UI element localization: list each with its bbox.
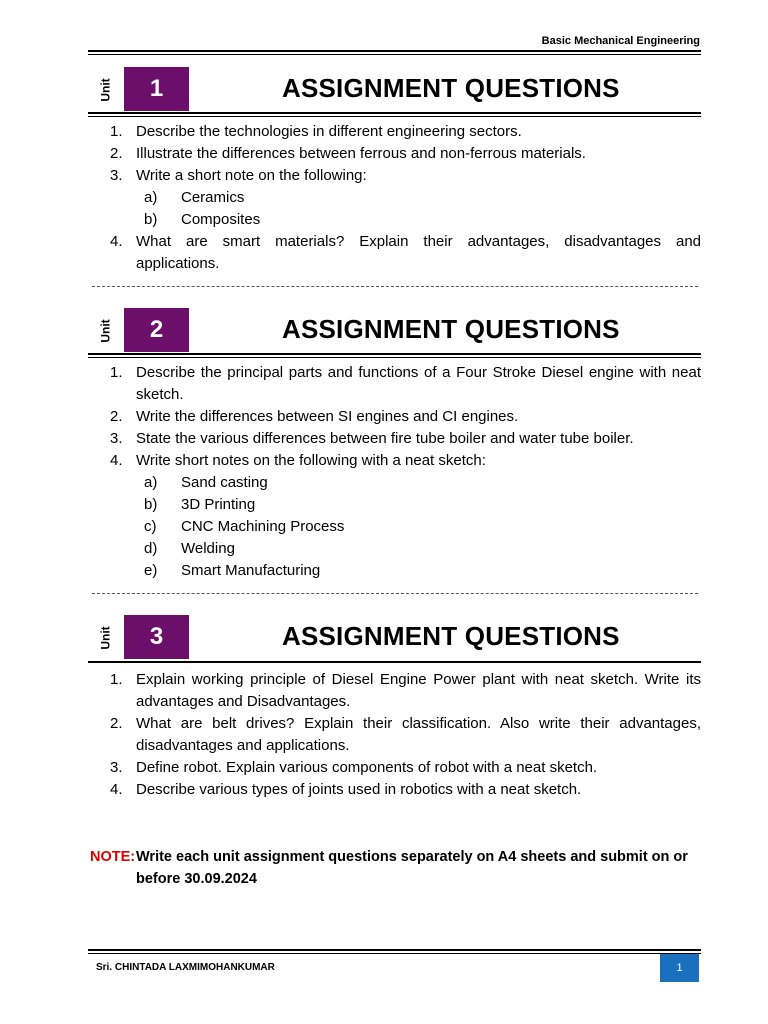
question-item: 1. Explain working principle of Diesel Engine Power plant with neat sketch. Write its advantages and Disadvantages. — [110, 671, 701, 710]
footer-rule-thin — [88, 953, 701, 954]
question-item: 3. State the various differences between fire tube boiler and water tube boiler. — [110, 430, 634, 447]
question-item: 1. Describe the technologies in different engineering sectors. — [110, 123, 522, 140]
question-item: 1. Describe the principal parts and functions of a Four Stroke Diesel engine with neat sketch. — [110, 364, 701, 403]
page-number: 1 — [660, 954, 699, 982]
section-title: ASSIGNMENT QUESTIONS — [282, 621, 620, 651]
header-rule — [88, 50, 701, 52]
footer-author: Sri. CHINTADA LAXMIMOHANKUMAR — [96, 962, 275, 973]
unit-number-badge: 3 — [124, 615, 189, 659]
unit-label: Unit — [98, 626, 113, 650]
section-title: ASSIGNMENT QUESTIONS — [282, 73, 620, 103]
unit-label: Unit — [98, 78, 113, 102]
sub-item: d) Welding — [144, 540, 235, 557]
question-item: 4. Write short notes on the following with a neat sketch: — [110, 452, 486, 469]
section-rule — [88, 112, 701, 114]
header-title: Basic Mechanical Engineering — [541, 35, 700, 47]
section-rule — [88, 661, 701, 663]
sub-item: a) Sand casting — [144, 474, 268, 491]
sub-item: e) Smart Manufacturing — [144, 562, 321, 579]
sub-item: a) Ceramics — [144, 189, 245, 206]
sub-item: c) CNC Machining Process — [144, 518, 345, 535]
note-text: Write each unit assignment questions separately on A4 sheets and submit on or before 30.09.2024 — [136, 849, 688, 887]
section-rule — [88, 353, 701, 355]
question-item: 2. Write the differences between SI engines and CI engines. — [110, 408, 519, 425]
footer-rule — [88, 949, 701, 951]
unit-number-badge: 1 — [124, 67, 189, 111]
submission-note — [90, 846, 702, 890]
question-list — [88, 121, 701, 275]
sub-item: b) Composites — [144, 211, 261, 228]
header-rule-thin — [88, 54, 701, 55]
section-rule-thin — [88, 357, 701, 358]
question-list — [88, 669, 701, 801]
section-rule-thin — [88, 116, 701, 117]
sub-item: b) 3D Printing — [144, 496, 256, 513]
question-item: 4. Describe various types of joints used in robotics with a neat sketch. — [110, 781, 582, 798]
section-divider — [92, 593, 698, 594]
question-item: 2. What are belt drives? Explain their classification. Also write their advantages, disadvantages and applications. — [110, 715, 701, 754]
section-divider — [92, 286, 698, 287]
section-title: ASSIGNMENT QUESTIONS — [282, 314, 620, 344]
question-list — [88, 362, 701, 582]
unit-number-badge: 2 — [124, 308, 189, 352]
note-label: NOTE: — [90, 849, 136, 865]
unit-label: Unit — [98, 319, 113, 343]
question-item: 4. What are smart materials? Explain their advantages, disadvantages and applications. — [110, 233, 701, 272]
question-item: 3. Define robot. Explain various components of robot with a neat sketch. — [110, 759, 598, 776]
question-item: 2. Illustrate the differences between ferrous and non-ferrous materials. — [110, 145, 586, 162]
question-item: 3. Write a short note on the following: — [110, 167, 367, 184]
